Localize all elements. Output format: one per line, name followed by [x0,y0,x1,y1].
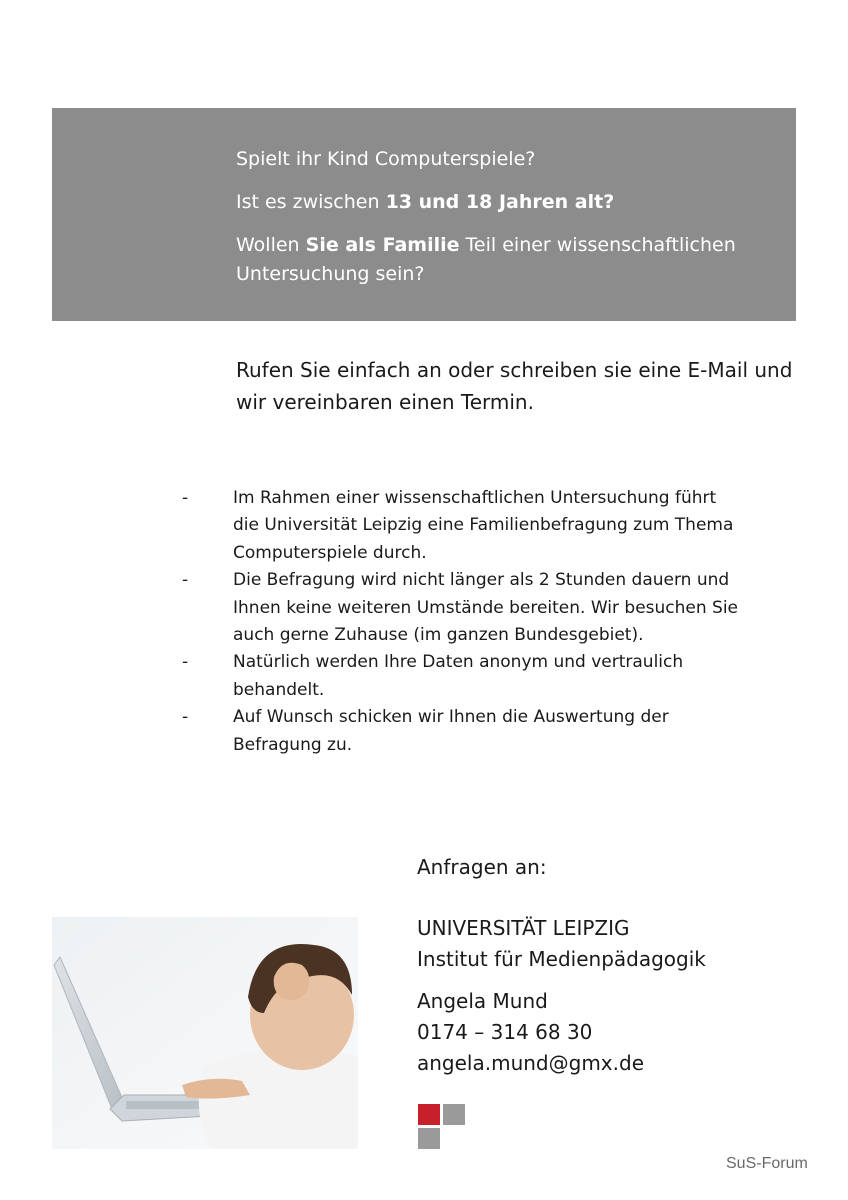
list-item-text: Im Rahmen einer wissenschaftlichen Untersuchung führt die Universität Leipzig eine Familienbefragung zum Thema Computerspiele durch. [233,488,734,563]
photo-illustration [52,917,358,1149]
contact-heading: Anfragen an: [417,855,547,879]
question-3-text-end: Teil einer wissenschaftlichen Untersuchung sein? [236,234,736,285]
institute-name: Institut für Medienpädagogik [417,947,706,971]
university-logo-icon [418,1104,466,1149]
bullet-dash: - [182,652,189,673]
question-2 [236,188,786,217]
bullet-dash: - [182,570,189,591]
banner-questions [236,145,786,303]
child-at-laptop-photo [52,917,358,1149]
list-item-text: Auf Wunsch schicken wir Ihnen die Auswertung der Befragung zu. [233,707,669,755]
list-item-text: Die Befragung wird nicht länger als 2 Stunden dauern und Ihnen keine weiteren Umstände bereiten. Wir besuchen Sie auch gerne Zuhause (im ganzen Bundesgebiet). [233,570,739,646]
question-2-text: Ist es zwischen [236,191,386,213]
question-3-text: Wollen [236,234,306,256]
list-item [182,567,742,649]
list-item [182,704,742,759]
person-block [417,986,817,1079]
contact-block [417,851,817,1079]
call-to-action: Rufen Sie einfach an oder schreiben sie eine E-Mail und wir vereinbaren einen Termin. [236,358,793,414]
question-3 [236,231,786,289]
contact-email[interactable]: angela.mund@gmx.de [417,1051,645,1075]
contact-person: Angela Mund [417,989,548,1013]
bullet-dash: - [182,707,189,728]
info-list [182,485,742,759]
watermark-text: SuS-Forum [726,1155,808,1172]
list-item [182,485,742,567]
university-name: UNIVERSITÄT LEIPZIG [417,916,630,940]
question-1: Spielt ihr Kind Computerspiele? [236,148,536,170]
list-item [182,649,742,704]
institution-block [417,913,817,975]
header-banner [52,108,796,321]
question-3-emphasis: Sie als Familie [305,234,460,256]
logo-squares [418,1104,466,1149]
list-item-text: Natürlich werden Ihre Daten anonym und vertraulich behandelt. [233,652,684,700]
contact-phone[interactable]: 0174 – 314 68 30 [417,1020,593,1044]
question-2-emphasis: 13 und 18 Jahren alt? [385,191,615,213]
bullet-dash: - [182,488,189,508]
